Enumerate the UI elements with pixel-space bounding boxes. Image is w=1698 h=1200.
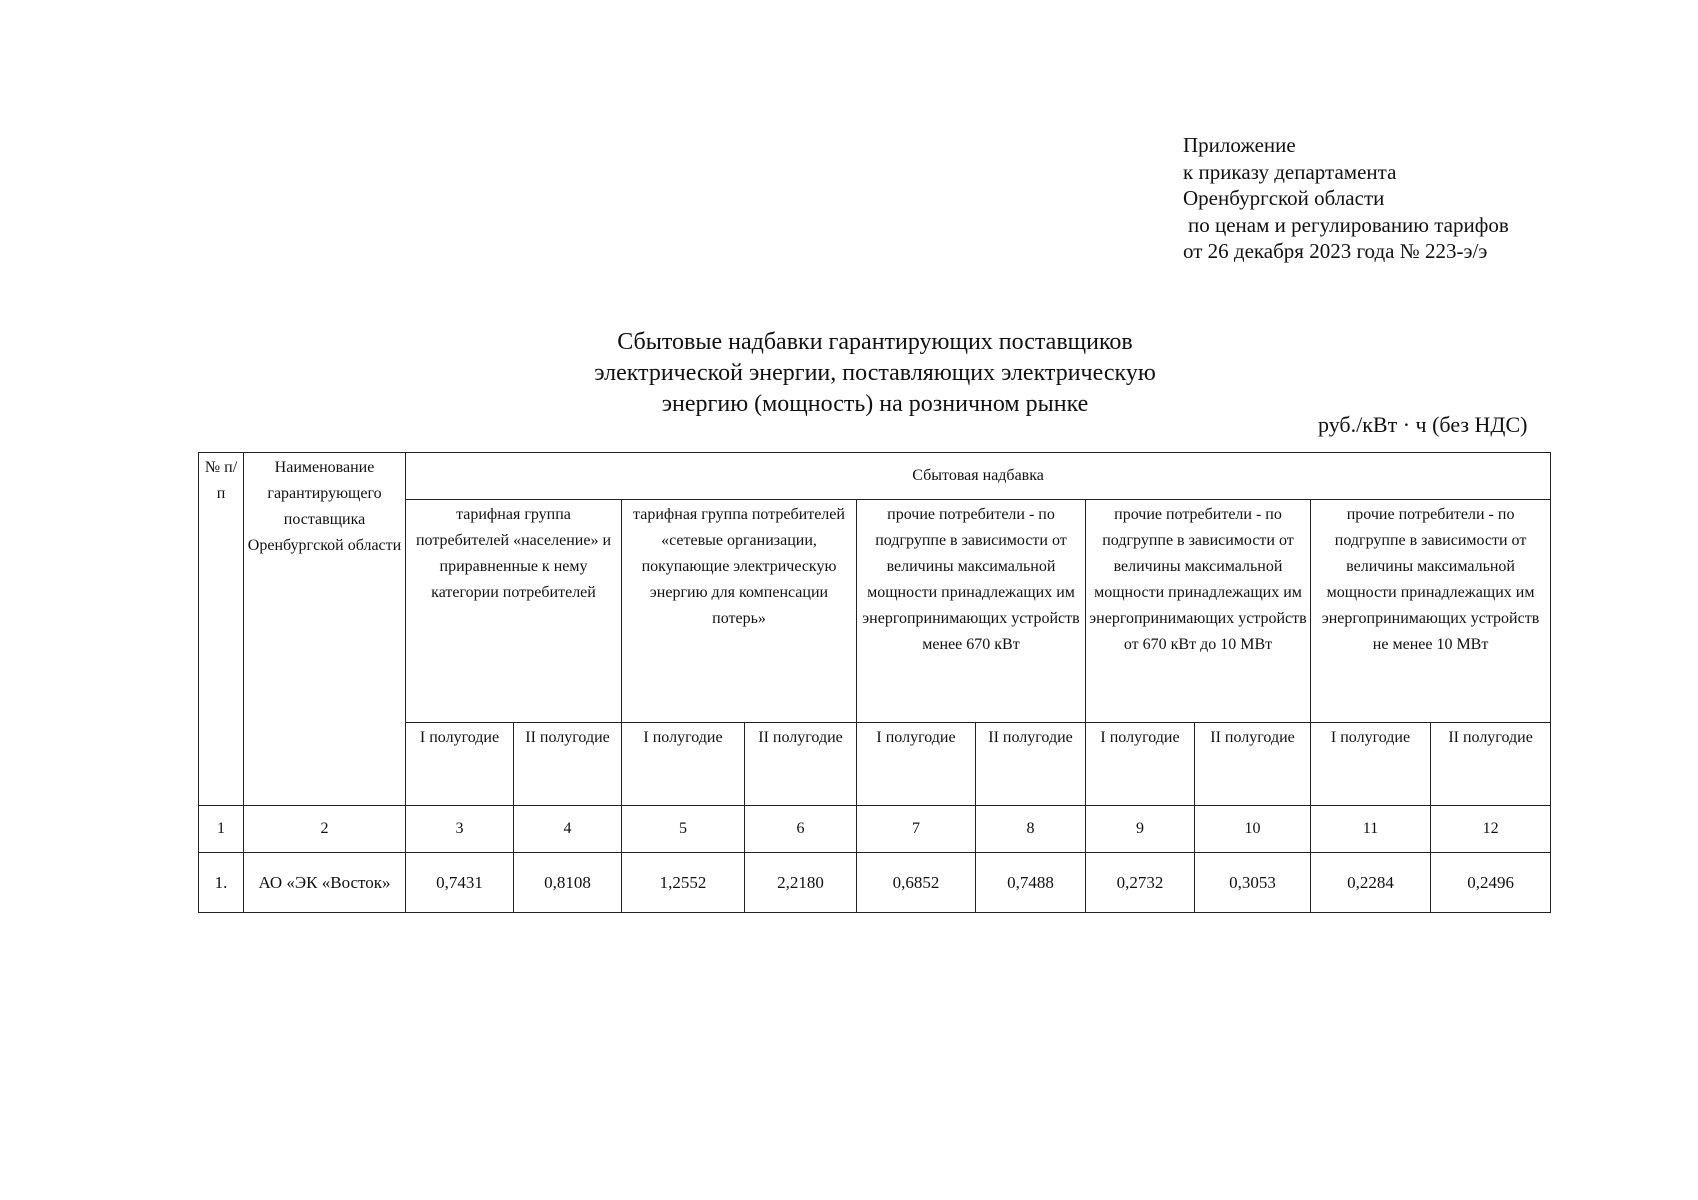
column-number: 9 (1086, 806, 1195, 853)
group-header: прочие потребители - по подгруппе в зависимости от величины максимальной мощности принадлежащих им энергопринимающих устройств не менее 10 МВт (1311, 500, 1551, 723)
column-number: 5 (622, 806, 745, 853)
period-header: I полугодие (1086, 723, 1195, 806)
markup-value: 0,8108 (514, 853, 622, 913)
column-number-row (199, 806, 1551, 853)
appendix-line: от 26 декабря 2023 года № 223-э/э (1183, 239, 1488, 263)
row-number: 1. (199, 853, 244, 913)
column-number: 4 (514, 806, 622, 853)
markup-value: 0,6852 (857, 853, 976, 913)
group-header: прочие потребители - по подгруппе в зависимости от величины максимальной мощности принадлежащих им энергопринимающих устройств от 670 кВт до 10 МВт (1086, 500, 1311, 723)
header-supplier-name: Наименование гарантирующего поставщика Оренбургской области (244, 453, 406, 806)
period-header: II полугодие (976, 723, 1086, 806)
column-number: 7 (857, 806, 976, 853)
header-sales-markup: Сбытовая надбавка (406, 453, 1551, 500)
markup-value: 0,3053 (1195, 853, 1311, 913)
markup-value: 0,2496 (1431, 853, 1551, 913)
supplier-name: АО «ЭК «Восток» (244, 853, 406, 913)
markup-value: 1,2552 (622, 853, 745, 913)
appendix-line: Оренбургской области (1183, 186, 1385, 210)
title-line: Сбытовые надбавки гарантирующих поставщиков (617, 329, 1133, 355)
markup-value: 0,7431 (406, 853, 514, 913)
markup-value: 0,2732 (1086, 853, 1195, 913)
period-header: II полугодие (745, 723, 857, 806)
appendix-line: к приказу департамента (1183, 159, 1397, 184)
appendix-line: Приложение (1183, 133, 1296, 157)
period-header: II полугодие (514, 723, 622, 806)
column-number: 10 (1195, 806, 1311, 853)
column-number: 3 (406, 806, 514, 853)
appendix-line: по ценам и регулированию тарифов (1188, 212, 1509, 237)
group-header: тарифная группа потребителей «сетевые организации, покупающие электрическую энергию для компенсации потерь» (622, 500, 857, 723)
markup-value: 0,2284 (1311, 853, 1431, 913)
period-header: I полугодие (1311, 723, 1431, 806)
column-number: 2 (244, 806, 406, 853)
header-row-main (199, 453, 1551, 500)
markup-value: 2,2180 (745, 853, 857, 913)
group-header: прочие потребители - по подгруппе в зависимости от величины максимальной мощности принадлежащих им энергопринимающих устройств менее 670 кВт (857, 500, 1086, 723)
column-number: 12 (1431, 806, 1551, 853)
group-header: тарифная группа потребителей «население» и приравненные к нему категории потребителей (406, 500, 622, 723)
header-num: № п/п (199, 453, 244, 806)
table-row (199, 853, 1551, 913)
document-title (450, 327, 1300, 420)
title-line: электрической энергии, поставляющих электрическую (594, 360, 1156, 386)
period-header: I полугодие (406, 723, 514, 806)
column-number: 8 (976, 806, 1086, 853)
appendix-block (1183, 132, 1509, 265)
period-header: I полугодие (857, 723, 976, 806)
column-number: 6 (745, 806, 857, 853)
column-number: 1 (199, 806, 244, 853)
tariff-table (198, 452, 1551, 913)
period-header: I полугодие (622, 723, 745, 806)
title-line: энергию (мощность) на розничном рынке (661, 391, 1089, 417)
unit-label: руб./кВт · ч (без НДС) (1318, 412, 1528, 437)
column-number: 11 (1311, 806, 1431, 853)
period-header: II полугодие (1195, 723, 1311, 806)
markup-value: 0,7488 (976, 853, 1086, 913)
period-header: II полугодие (1431, 723, 1551, 806)
